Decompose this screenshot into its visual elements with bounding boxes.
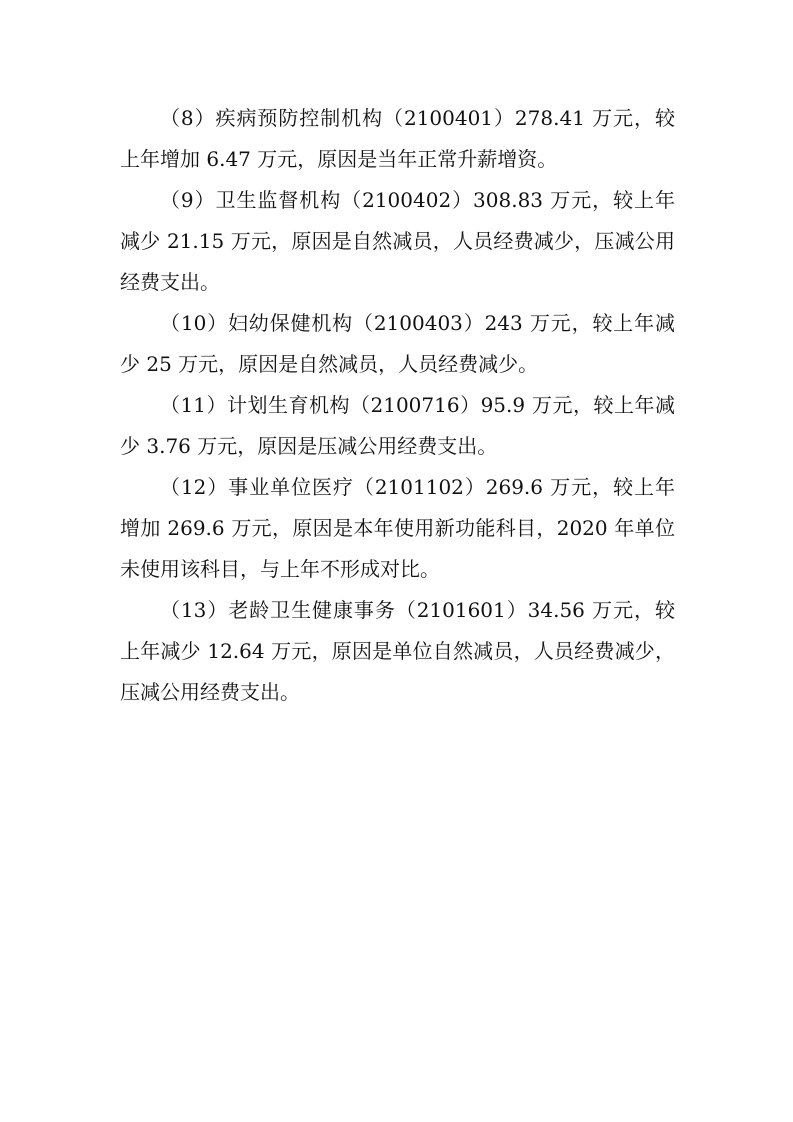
paragraph-item-10: （10）妇幼保健机构（2100403）243 万元，较上年减少 25 万元，原因是自然减员，人员经费减少。	[120, 311, 675, 376]
document-body	[120, 98, 675, 713]
paragraph-item-8: （8）疾病预防控制机构（2100401）278.41 万元，较上年增加 6.47 万元，原因是当年正常升薪增资。	[120, 106, 675, 171]
paragraph-item-12: （12）事业单位医疗（2101102）269.6 万元，较上年增加 269.6 万元，原因是本年使用新功能科目，2020 年单位未使用该科目，与上年不形成对比。	[120, 475, 675, 581]
paragraph-item-13: （13）老龄卫生健康事务（2101601）34.56 万元，较上年减少 12.64 万元，原因是单位自然减员，人员经费减少，压减公用经费支出。	[120, 598, 675, 704]
paragraph-item-11: （11）计划生育机构（2100716）95.9 万元，较上年减少 3.76 万元，原因是压减公用经费支出。	[120, 393, 675, 458]
paragraph-item-9: （9）卫生监督机构（2100402）308.83 万元，较上年减少 21.15 万元，原因是自然减员，人员经费减少，压减公用经费支出。	[120, 188, 675, 294]
